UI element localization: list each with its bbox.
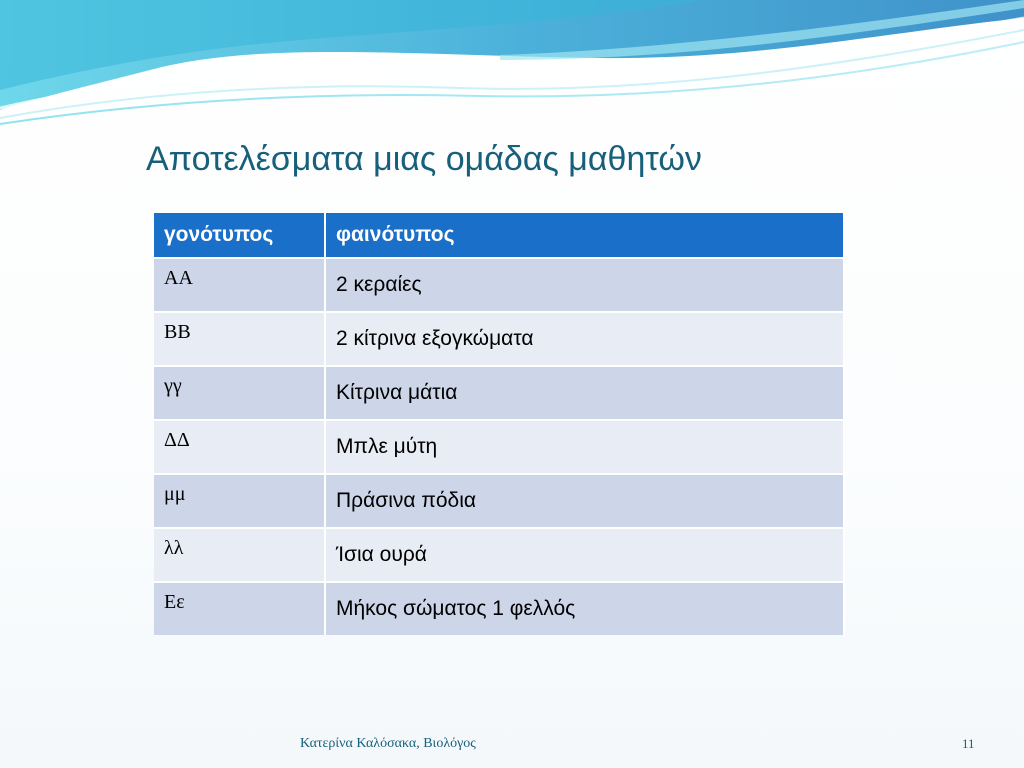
genotype-cell: Εε — [154, 582, 325, 635]
phenotype-cell: Πράσινα πόδια — [325, 474, 844, 528]
page-number: 11 — [962, 736, 975, 751]
genotype-cell: ΔΔ — [154, 420, 325, 474]
slide-title: Αποτελέσματα μιας ομάδας μαθητών — [146, 140, 702, 178]
genotype-phenotype-table — [154, 213, 845, 635]
table-row — [154, 420, 844, 474]
phenotype-cell: 2 κεραίες — [325, 258, 844, 312]
genotype-cell: μμ — [154, 474, 325, 528]
table-row — [154, 258, 844, 312]
genotype-cell: λλ — [154, 528, 325, 582]
phenotype-cell: Κίτρινα μάτια — [325, 366, 844, 420]
table-row — [154, 582, 844, 635]
table-row — [154, 312, 844, 366]
table-header-row — [154, 213, 844, 258]
genotype-cell: γγ — [154, 366, 325, 420]
column-header-phenotype: φαινότυπος — [325, 213, 844, 258]
genotype-cell: ΒΒ — [154, 312, 325, 366]
table-row — [154, 366, 844, 420]
phenotype-cell: 2 κίτρινα εξογκώματα — [325, 312, 844, 366]
table-row — [154, 474, 844, 528]
table-row — [154, 528, 844, 582]
phenotype-cell: Μπλε μύτη — [325, 420, 844, 474]
wave-decoration — [0, 0, 1024, 130]
footer-author: Κατερίνα Καλόσακα, Βιολόγος — [300, 736, 476, 751]
phenotype-cell: Μήκος σώματος 1 φελλός — [325, 582, 844, 635]
genotype-cell: ΑΑ — [154, 258, 325, 312]
column-header-genotype: γονότυπος — [154, 213, 325, 258]
phenotype-cell: Ίσια ουρά — [325, 528, 844, 582]
